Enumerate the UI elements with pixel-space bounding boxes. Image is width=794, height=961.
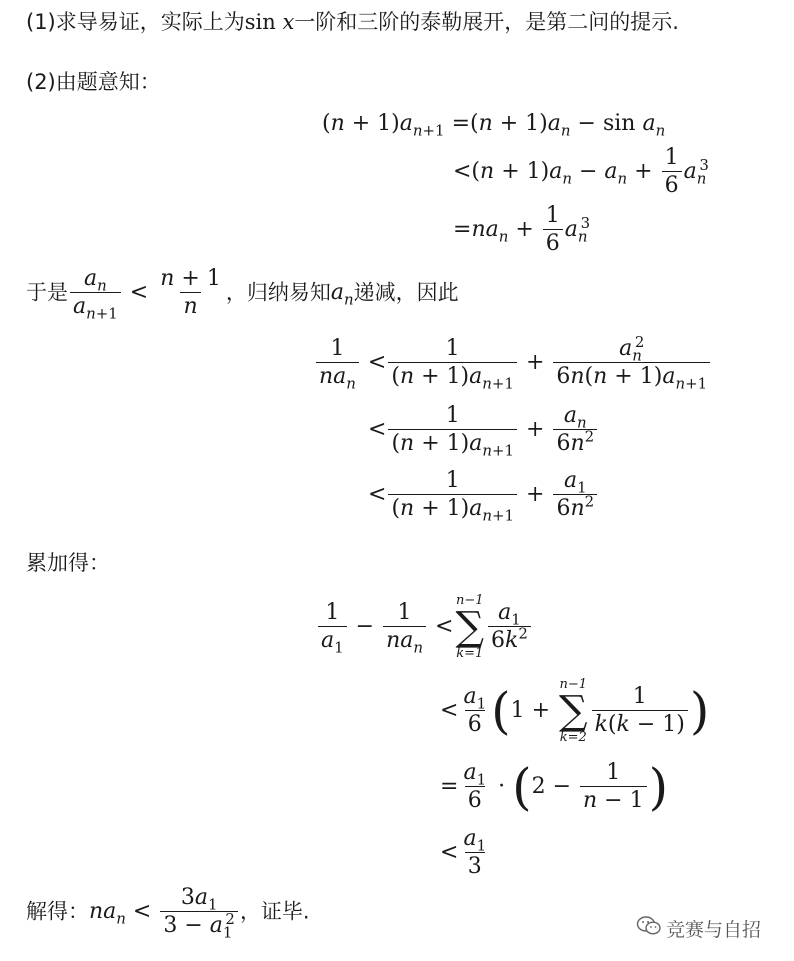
eq2-row2: < $\frac{1}{(n + 1)a_{n+1}}$ + $\frac{a_n}{6n^2}$ [368, 405, 599, 455]
final-prefix: 解得： [26, 899, 89, 924]
part1-var: x [282, 10, 295, 34]
part2-line [26, 72, 161, 93]
conclusion-suffix-a: ，归纳易知 [225, 280, 331, 305]
watermark [636, 915, 761, 942]
eq1-row1: $(n + 1)a_{n+1} =(n + 1)a_n - \sin a_n$ [322, 111, 666, 140]
eq1-row2: $<(n + 1)a_n - a_n$ + $\frac{1}{6}$ $a_n^3$ [453, 145, 709, 198]
part2-intro: 由题意知： [55, 70, 161, 94]
part2-label: (2) [26, 70, 56, 94]
final-line: 解得：$na_n$ < $\frac{3a_1}{3 - a_1^2}$ ，证毕. [26, 885, 310, 942]
eq2-row3: < $\frac{1}{(n + 1)a_{n+1}}$ + $\frac{a_1}{6n^2}$ [368, 470, 599, 520]
conclusion-prefix: 于是 [26, 280, 68, 305]
eq3-row3: = $\frac{a_1}{6}$ · (2 − $\frac{1}{n - 1}$ ) [440, 758, 669, 816]
watermark-text: 竞赛与自招 [666, 919, 762, 941]
conclusion-suffix-b: 递减，因此 [353, 280, 459, 305]
eq3-row2: < $\frac{a_1}{6}$ (1 + n−1 ∑ k=2 $\frac{1}{k(k - 1)}$ ) [440, 677, 710, 745]
part1-label: (1) [26, 10, 56, 34]
part1-line [26, 12, 679, 33]
wechat-icon [636, 915, 662, 942]
part1-func: sin [244, 10, 276, 34]
final-suffix: ，证毕. [239, 899, 310, 924]
conclusion-line: 于是 $\frac{a_n}{a_{n+1}}$ < $\frac{n + 1}{n}$ ，归纳易知$a_n$递减，因此 [26, 266, 459, 323]
accumulate-line: 累加得： [26, 551, 110, 575]
eq1-row3: $=na_n$ + $\frac{1}{6}$ $a_n^3$ [453, 203, 591, 256]
eq3-row4: < $\frac{a_1}{3}$ [440, 826, 487, 879]
eq2-row1: $\frac{1}{na_n}$ < $\frac{1}{(n + 1)a_{n+1}}$ + $\frac{a_n^2}{6n(n + 1)a_{n+1}}$ [314, 338, 712, 388]
eq3-row1: $\frac{1}{a_1}$ − $\frac{1}{na_n}$ < n−1 ∑ k=1 $\frac{a_1}{6k^2}$ [316, 594, 533, 660]
part1-text-a: 求导易证，实际上为 [55, 10, 245, 34]
part1-text-b: 一阶和三阶的泰勒展开，是第二问的提示. [294, 10, 679, 34]
